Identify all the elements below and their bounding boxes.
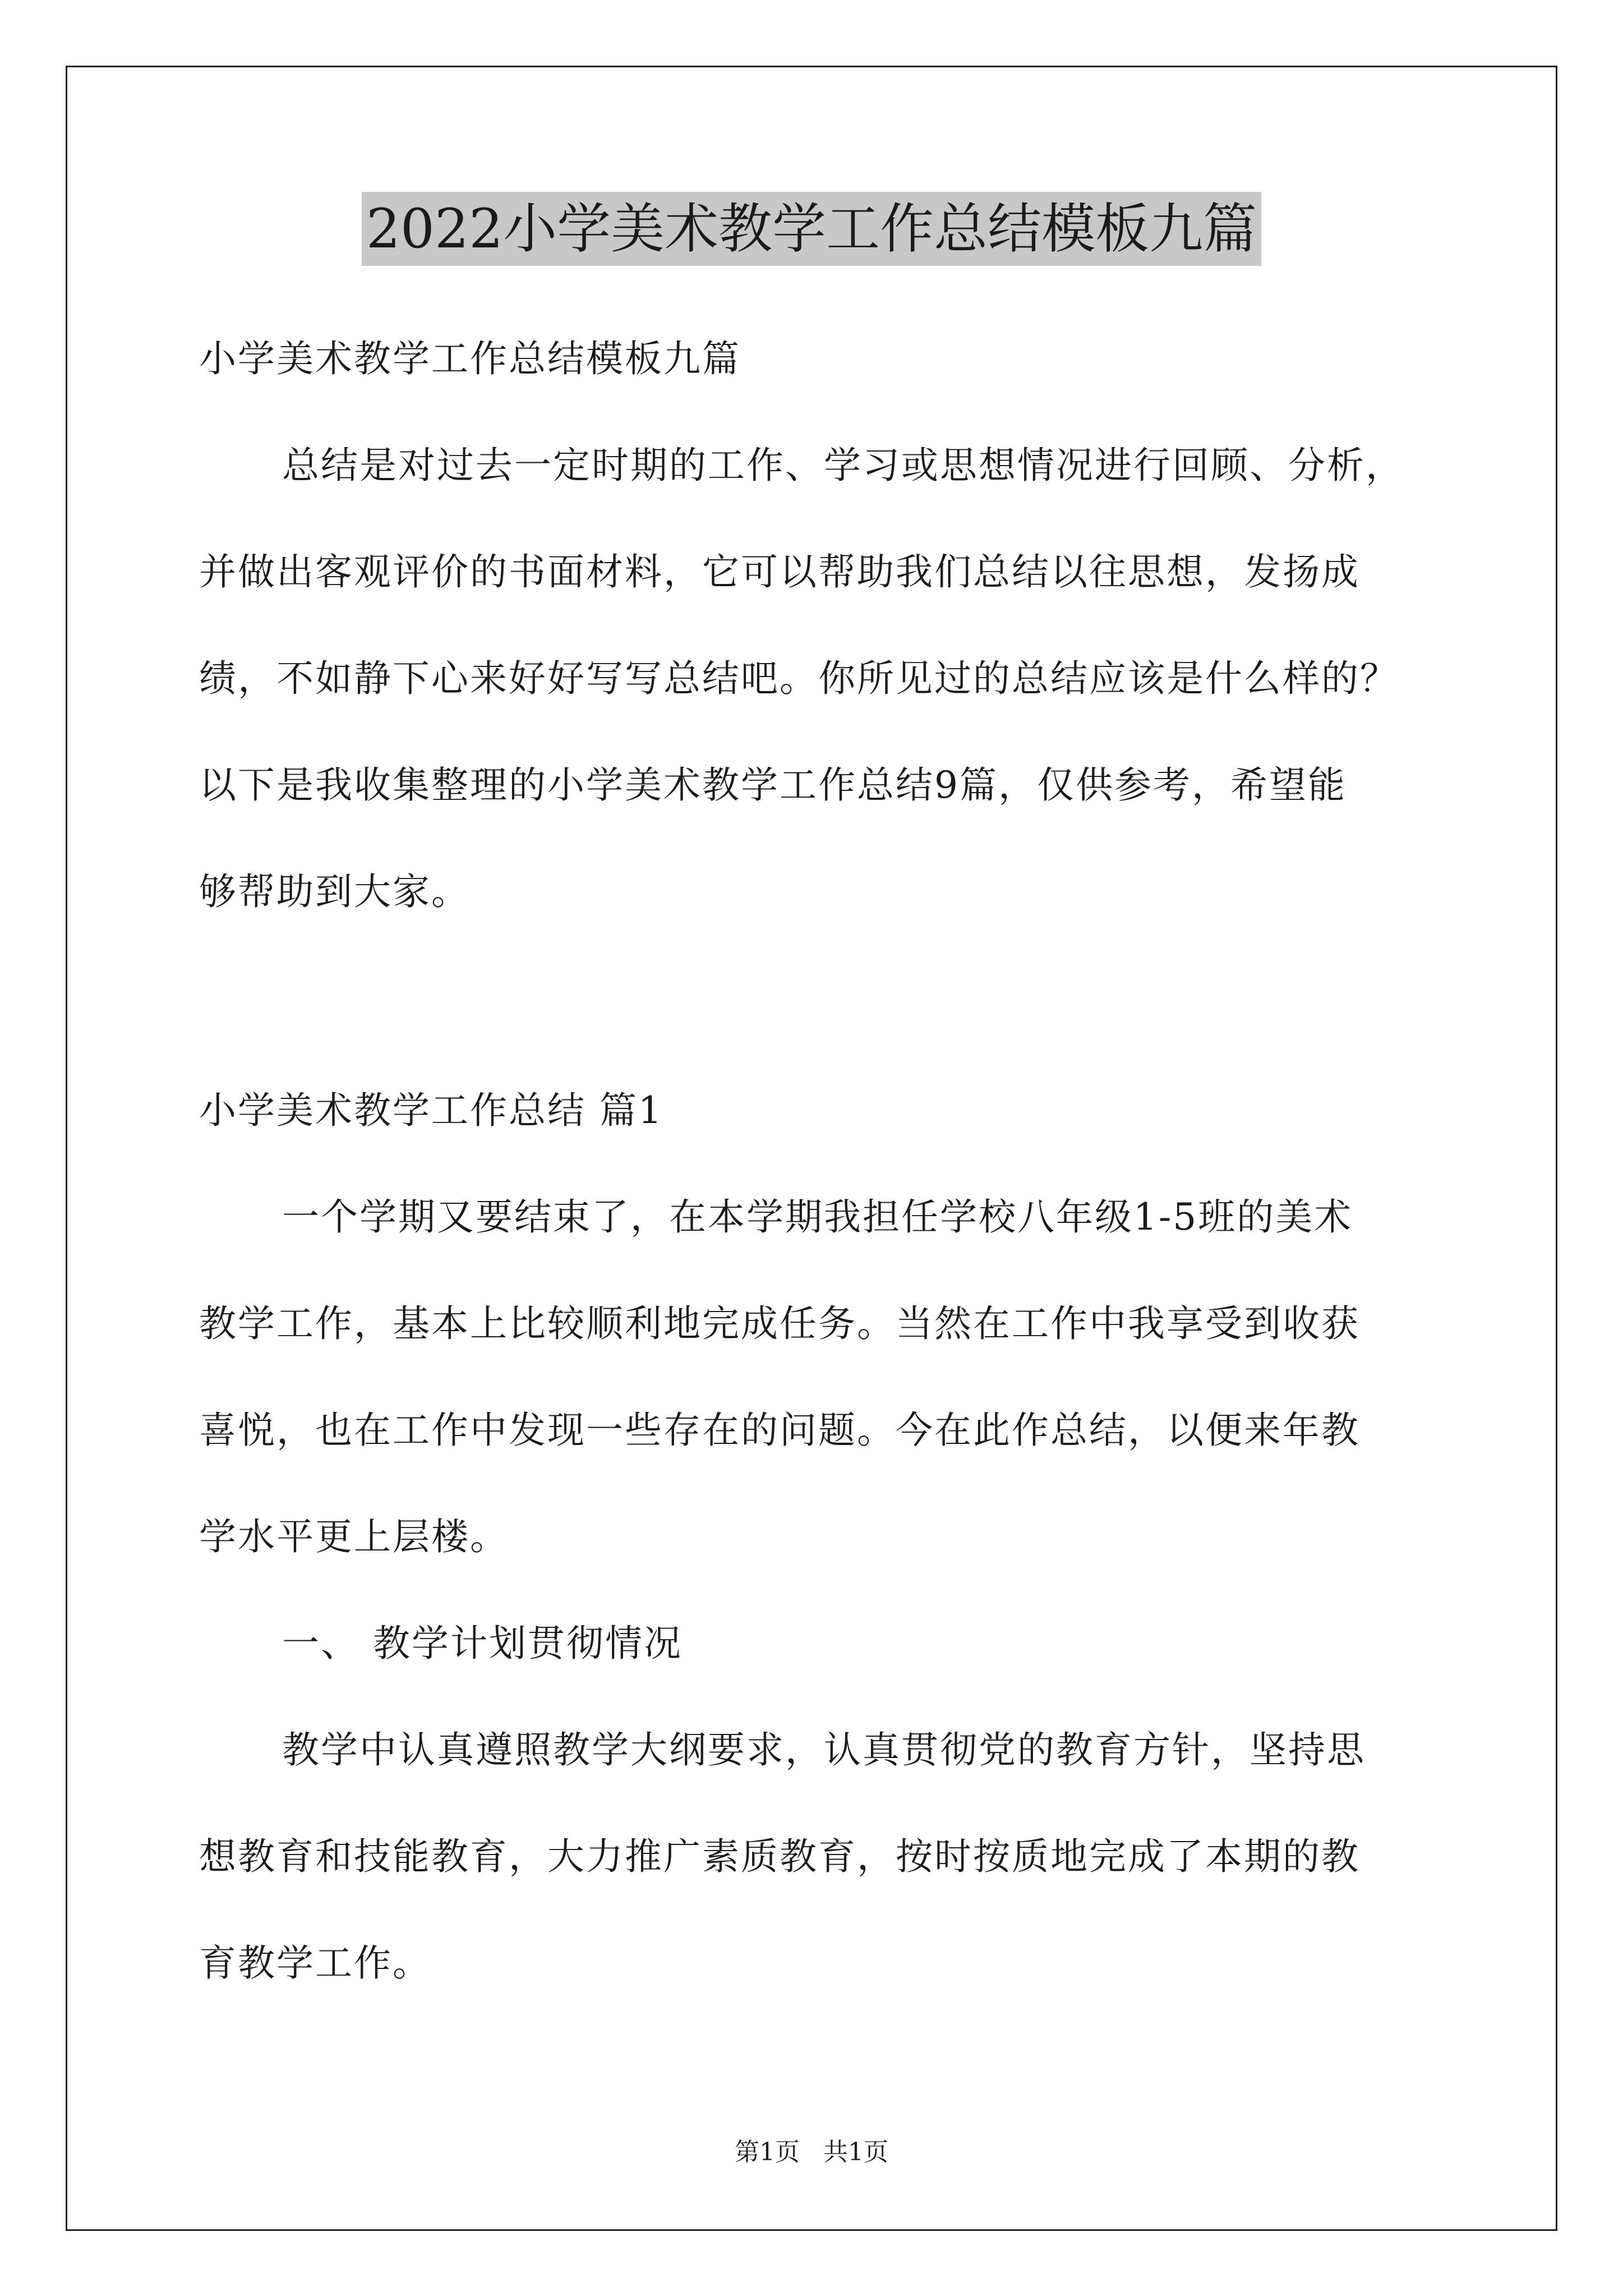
intro-line-5: 够帮助到大家。 <box>199 870 470 913</box>
section-heading: 小学美术教学工作总结 篇1 <box>199 1089 663 1132</box>
section-line-3: 喜悦，也在工作中发现一些存在的问题。今在此作总结，以便来年教 <box>199 1409 1360 1452</box>
body-line-1: 教学中认真遵照教学大纲要求，认真贯彻党的教育方针，坚持思 <box>282 1728 1366 1772</box>
subheading: 一、 教学计划贯彻情况 <box>282 1622 683 1665</box>
document-subtitle: 小学美术教学工作总结模板九篇 <box>199 337 741 380</box>
intro-line-3: 绩，不如静下心来好好写写总结吧。你所见过的总结应该是什么样的？ <box>199 657 1399 700</box>
intro-line-4: 以下是我收集整理的小学美术教学工作总结9篇，仅供参考，希望能 <box>199 763 1347 807</box>
document-title-text: 2022小学美术教学工作总结模板九篇 <box>362 192 1261 266</box>
page-number-footer: 第1页 共1页 <box>735 2138 888 2166</box>
section-line-2: 教学工作，基本上比较顺利地完成任务。当然在工作中我享受到收获 <box>199 1302 1360 1345</box>
body-line-3: 育教学工作。 <box>199 1941 431 1985</box>
section-line-1: 一个学期又要结束了，在本学期我担任学校八年级1-5班的美术 <box>282 1195 1353 1239</box>
intro-line-1: 总结是对过去一定时期的工作、学习或思想情况进行回顾、分析， <box>282 444 1404 487</box>
section-line-4: 学水平更上层楼。 <box>199 1515 509 1558</box>
body-line-2: 想教育和技能教育，大力推广素质教育，按时按质地完成了本期的教 <box>199 1835 1360 1878</box>
intro-line-2: 并做出客观评价的书面材料，它可以帮助我们总结以往思想，发扬成 <box>199 550 1360 593</box>
document-body <box>199 306 1427 2017</box>
document-title <box>0 197 1623 260</box>
